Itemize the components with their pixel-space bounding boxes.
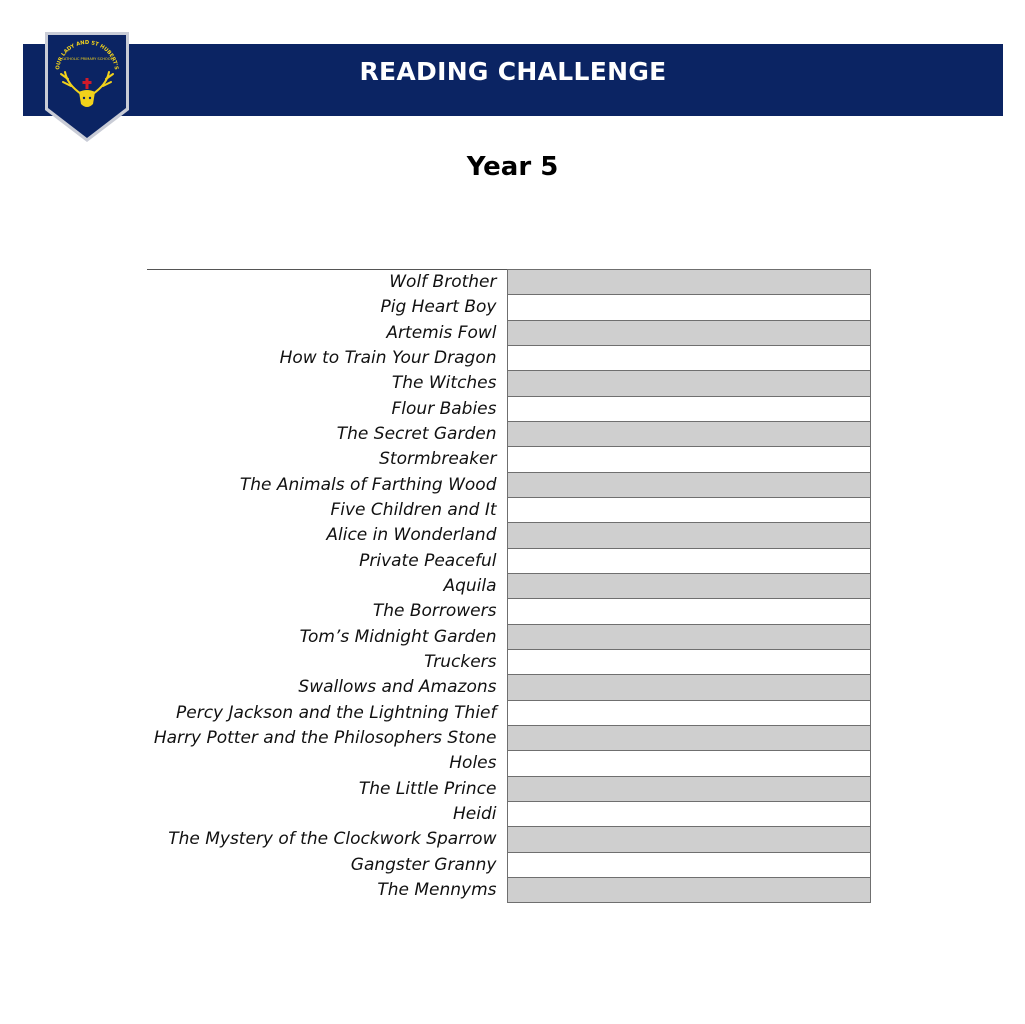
book-row <box>147 700 870 725</box>
book-row <box>147 751 870 776</box>
completion-box[interactable] <box>507 320 870 345</box>
book-row <box>147 624 870 649</box>
book-row <box>147 877 870 902</box>
book-title: Stormbreaker <box>379 449 497 470</box>
completion-box[interactable] <box>507 270 870 295</box>
completion-box[interactable] <box>507 396 870 421</box>
completion-box[interactable] <box>507 599 870 624</box>
completion-box[interactable] <box>507 675 870 700</box>
book-title: Percy Jackson and the Lightning Thief <box>176 702 497 723</box>
book-row <box>147 675 870 700</box>
book-title: Alice in Wonderland <box>326 525 497 546</box>
book-row <box>147 801 870 826</box>
book-row <box>147 776 870 801</box>
completion-box[interactable] <box>507 751 870 776</box>
completion-box[interactable] <box>507 852 870 877</box>
book-title: Harry Potter and the Philosophers Stone <box>153 728 497 749</box>
completion-box[interactable] <box>507 877 870 902</box>
year-heading: Year 5 <box>466 152 559 182</box>
book-row <box>147 649 870 674</box>
header-banner <box>23 44 1003 116</box>
book-title: Swallows and Amazons <box>298 677 497 698</box>
page-title: READING CHALLENGE <box>359 57 667 86</box>
book-row <box>147 320 870 345</box>
school-crest-logo <box>43 30 131 144</box>
completion-box[interactable] <box>507 447 870 472</box>
completion-box[interactable] <box>507 725 870 750</box>
book-row <box>147 472 870 497</box>
book-title: The Borrowers <box>372 601 497 622</box>
completion-box[interactable] <box>507 827 870 852</box>
book-title: The Witches <box>391 373 497 394</box>
book-row <box>147 447 870 472</box>
completion-box[interactable] <box>507 700 870 725</box>
book-title: Holes <box>449 753 497 774</box>
book-row <box>147 573 870 598</box>
book-row <box>147 396 870 421</box>
completion-box[interactable] <box>507 573 870 598</box>
book-title: Heidi <box>453 804 497 825</box>
completion-box[interactable] <box>507 548 870 573</box>
completion-box[interactable] <box>507 472 870 497</box>
book-title: The Mystery of the Clockwork Sparrow <box>168 829 497 850</box>
reading-list-table <box>147 269 871 903</box>
book-row <box>147 270 870 295</box>
completion-box[interactable] <box>507 801 870 826</box>
book-title: How to Train Your Dragon <box>279 348 497 369</box>
book-title: Tom’s Midnight Garden <box>299 626 497 647</box>
book-row <box>147 421 870 446</box>
book-row <box>147 523 870 548</box>
completion-box[interactable] <box>507 523 870 548</box>
book-title: Truckers <box>424 652 497 673</box>
book-title: The Animals of Farthing Wood <box>239 474 497 495</box>
completion-box[interactable] <box>507 776 870 801</box>
book-title: Pig Heart Boy <box>380 297 497 318</box>
completion-box[interactable] <box>507 371 870 396</box>
book-row <box>147 852 870 877</box>
book-row <box>147 497 870 522</box>
completion-box[interactable] <box>507 421 870 446</box>
book-title: Aquila <box>443 576 497 597</box>
completion-box[interactable] <box>507 624 870 649</box>
book-row <box>147 725 870 750</box>
book-row <box>147 827 870 852</box>
book-title: The Little Prince <box>358 778 497 799</box>
book-title: Artemis Fowl <box>386 322 497 343</box>
book-title: Gangster Granny <box>350 854 497 875</box>
completion-box[interactable] <box>507 497 870 522</box>
book-title: The Mennyms <box>377 880 497 901</box>
book-title: Wolf Brother <box>389 272 497 293</box>
completion-box[interactable] <box>507 345 870 370</box>
completion-box[interactable] <box>507 649 870 674</box>
book-title: Five Children and It <box>330 500 497 521</box>
book-row <box>147 371 870 396</box>
book-row <box>147 548 870 573</box>
completion-box[interactable] <box>507 295 870 320</box>
book-title: The Secret Garden <box>336 424 497 445</box>
book-row <box>147 599 870 624</box>
crest-motto: OUR LADY AND ST HUBERT'S <box>55 40 119 71</box>
book-row <box>147 345 870 370</box>
book-title: Private Peaceful <box>359 550 497 571</box>
book-title: Flour Babies <box>391 398 497 419</box>
book-row <box>147 295 870 320</box>
crest-subtitle: CATHOLIC PRIMARY SCHOOL <box>61 57 113 61</box>
